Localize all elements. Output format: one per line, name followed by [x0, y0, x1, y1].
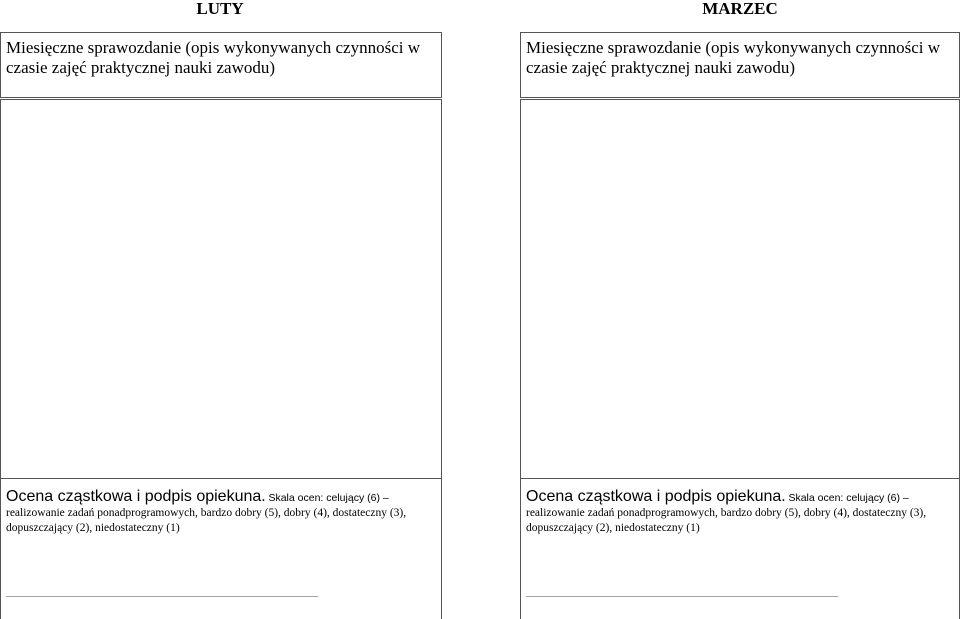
grade-scale-lead-right: Skala ocen: celujący (6) –	[788, 492, 909, 504]
grade-text-right	[526, 489, 953, 536]
report-header-right: Miesięczne sprawozdanie (opis wykonywanych czynności w czasie zajęć praktycznej nauki zawodu)	[520, 32, 960, 98]
report-body-area-right[interactable]	[520, 99, 960, 479]
grade-section-left	[0, 478, 442, 619]
grade-scale-description-right: realizowanie zadań ponadprogramowych, bardzo dobry (5), dobry (4), dostateczny (3), dopuszczający (2), niedostateczny (1)	[526, 507, 927, 534]
grade-scale-description-left: realizowanie zadań ponadprogramowych, bardzo dobry (5), dobry (4), dostateczny (3), dopuszczający (2), niedostateczny (1)	[6, 507, 407, 534]
grade-scale-lead-left: Skala ocen: celujący (6) –	[268, 492, 389, 504]
report-header-left: Miesięczne sprawozdanie (opis wykonywanych czynności w czasie zajęć praktycznej nauki zawodu)	[0, 32, 442, 98]
grade-label-right: Ocena cząstkowa i podpis opiekuna.	[526, 488, 786, 505]
report-body-area-left[interactable]	[0, 99, 442, 479]
grade-label-left: Ocena cząstkowa i podpis opiekuna.	[6, 488, 266, 505]
signature-line-left[interactable]: ............................................................................................................................................................	[6, 590, 318, 599]
month-title-left: LUTY	[196, 0, 244, 18]
signature-line-right[interactable]: ............................................................................................................................................................	[526, 590, 838, 599]
month-title-right: MARZEC	[702, 0, 778, 18]
grade-text-left	[6, 489, 435, 536]
grade-section-right	[520, 478, 960, 619]
